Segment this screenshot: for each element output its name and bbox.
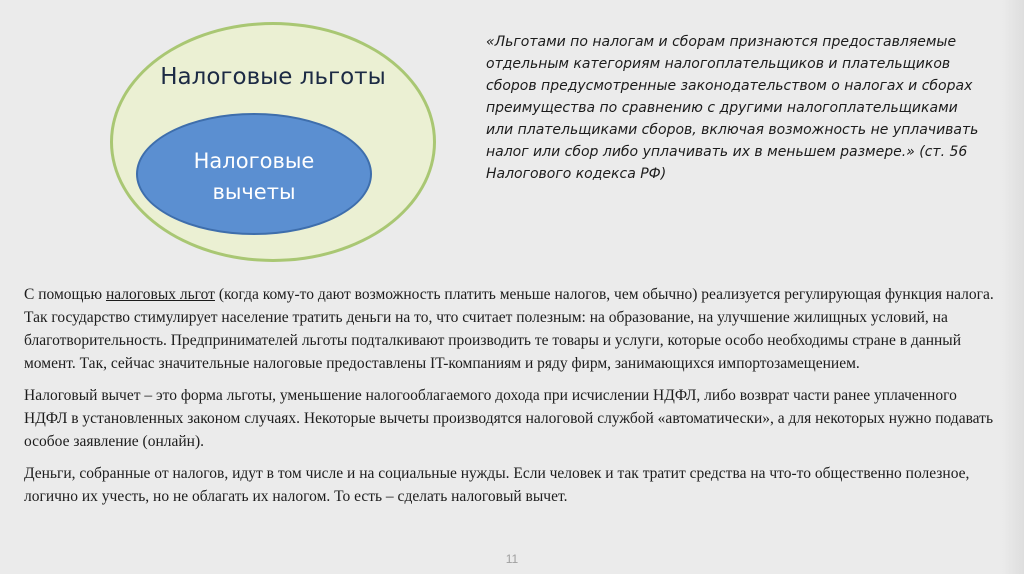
paragraph-tax-benefits: [24, 283, 999, 375]
tax-benefits-underlined-term: налоговых льгот: [105, 286, 215, 303]
paragraph-social-needs: Деньги, собранные от налогов, идут в том числе и на социальные нужды. Если человек и так тратит средства на что-то общественно полезное, логично их учесть, но не облагать их налогом. То есть – сделать налоговый вычет.: [24, 465, 970, 505]
tax-benefits-label: Налоговые льготы: [160, 64, 386, 90]
page-edge-shade: [1002, 0, 1024, 574]
paragraph-1-start: С помощью: [24, 286, 106, 303]
tax-deductions-label: [136, 146, 372, 208]
tax-deductions-label-line2: вычеты: [212, 180, 296, 204]
body-text: [24, 283, 999, 517]
tax-code-quote: «Льготами по налогам и сборам признаются предоставляемые отдельным категориям налогоплательщиков и плательщиков сборов предусмотренные законодательством о налогах и сборах преимущества по сравнению с другими налогоплательщиками или плательщиками сборов, включая возможность не уплачивать налог или сбор либо уплачивать их в меньшем размере.» (ст. 56 Налогового кодекса РФ): [486, 34, 979, 182]
paragraph-tax-deduction: Налоговый вычет – это форма льготы, уменьшение налогооблагаемого дохода при исчислении НДФЛ, либо возврат части ранее уплаченного НДФЛ в установленных законом случаях. Некоторые вычеты производятся налоговой службой «автоматически», а для некоторых нужно подавать особое заявление (онлайн).: [24, 387, 994, 450]
paragraph-1-rest: (когда кому-то дают возможность платить меньше налогов, чем обычно) реализуется регулирующая функция налога. Так государство стимулирует население тратить деньги на то, что считает полезным: на образование, на улучшение жилищных условий, на благотворительность. Предпринимателей льготы подталкивают производить те товары и услуги, которые особо необходимы стране в данный момент. Так, сейчас значительные налоговые предоставлены IT-компаниям и ряду фирм, занимающихся импортозамещением.: [24, 286, 994, 372]
tax-deductions-label-line1: Налоговые: [193, 149, 315, 173]
page-number: 11: [505, 552, 519, 566]
